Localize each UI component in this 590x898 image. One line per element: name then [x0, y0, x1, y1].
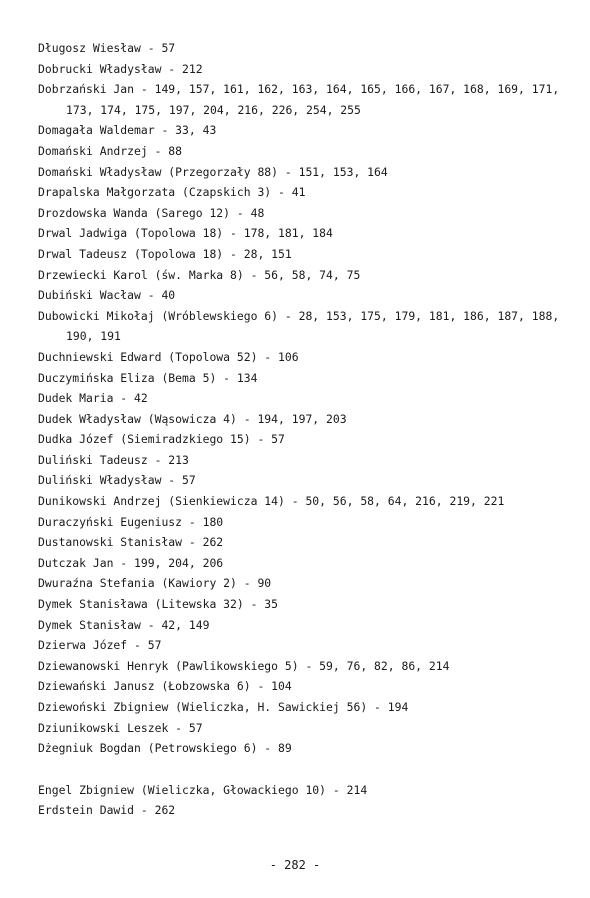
index-entry: Duraczyński Eugeniusz - 180 [38, 514, 224, 529]
index-entry: Dziewanowski Henryk (Pawlikowskiego 5) - 59, 76, 82, 86, 214 [38, 658, 450, 673]
index-entry: Dziewoński Zbigniew (Wieliczka, H. Sawickiej 56) - 194 [38, 700, 409, 714]
index-entry: Dubowicki Mikołaj (Wróblewskiego 6) - 28, 153, 175, 179, 181, 186, 187, 188, 190, 191 [38, 308, 560, 344]
index-entry: Dżegniuk Bogdan (Petrowskiego 6) - 89 [38, 741, 292, 756]
index-entry: Drzewiecki Karol (św. Marka 8) - 56, 58, 74, 75 [38, 267, 361, 282]
index-entry: Dunikowski Andrzej (Sienkiewicza 14) - 50, 56, 58, 64, 216, 219, 221 [38, 494, 505, 509]
index-entry: Drwal Jadwiga (Topolowa 18) - 178, 181, 184 [38, 226, 333, 241]
index-entry: Domański Władysław (Przegorzały 88) - 151, 153, 164 [38, 164, 388, 179]
index-entry: Duliński Władysław - 57 [38, 473, 196, 488]
index-entry: Dustanowski Stanisław - 262 [38, 535, 224, 550]
page-number: - 282 - [269, 858, 321, 872]
index-entry: Dwuraźna Stefania (Kawiory 2) - 90 [38, 576, 272, 591]
index-entry: Duchniewski Edward (Topolowa 52) - 106 [38, 349, 299, 364]
index-entry: Dymek Stanisława (Litewska 32) - 35 [38, 597, 279, 612]
index-entry: Dudek Maria - 42 [38, 391, 148, 406]
index-entry: Drwal Tadeusz (Topolowa 18) - 28, 151 [38, 246, 292, 261]
index-entry: Dudka Józef (Siemiradzkiego 15) - 57 [38, 432, 285, 447]
index-entry: Domański Andrzej - 88 [38, 143, 183, 158]
index-entry: Dzierwa Józef - 57 [38, 638, 162, 653]
index-entry: Erdstein Dawid - 262 [38, 803, 176, 818]
index-entry: Dziunikowski Leszek - 57 [38, 720, 203, 735]
index-entry: Długosz Wiesław - 57 [38, 41, 176, 55]
index-entry: Dudek Władysław (Wąsowicza 4) - 194, 197, 203 [38, 411, 347, 426]
index-entry: Domagała Waldemar - 33, 43 [38, 123, 217, 138]
index-entry: Dobrucki Władysław - 212 [38, 61, 203, 76]
index-entry: Drozdowska Wanda (Sarego 12) - 48 [38, 205, 265, 220]
index-entry: Duczymińska Eliza (Bema 5) - 134 [38, 370, 258, 385]
index-entry: Dubiński Wacław - 40 [38, 288, 176, 303]
index-page [38, 38, 568, 821]
index-entry: Dutczak Jan - 199, 204, 206 [38, 555, 224, 570]
index-entry: Dymek Stanisław - 42, 149 [38, 617, 210, 632]
index-entry: Engel Zbigniew (Wieliczka, Głowackiego 10) - 214 [38, 782, 368, 797]
index-entry: Duliński Tadeusz - 213 [38, 452, 189, 467]
index-entry: Drapalska Małgorzata (Czapskich 3) - 41 [38, 185, 306, 200]
index-entry: Dziewański Janusz (Łobzowska 6) - 104 [38, 679, 292, 694]
index-entry: Dobrzański Jan - 149, 157, 161, 162, 163, 164, 165, 166, 167, 168, 169, 171, 173, 174, 175, 197, 204, 216, 226, 254, 255 [38, 82, 560, 117]
